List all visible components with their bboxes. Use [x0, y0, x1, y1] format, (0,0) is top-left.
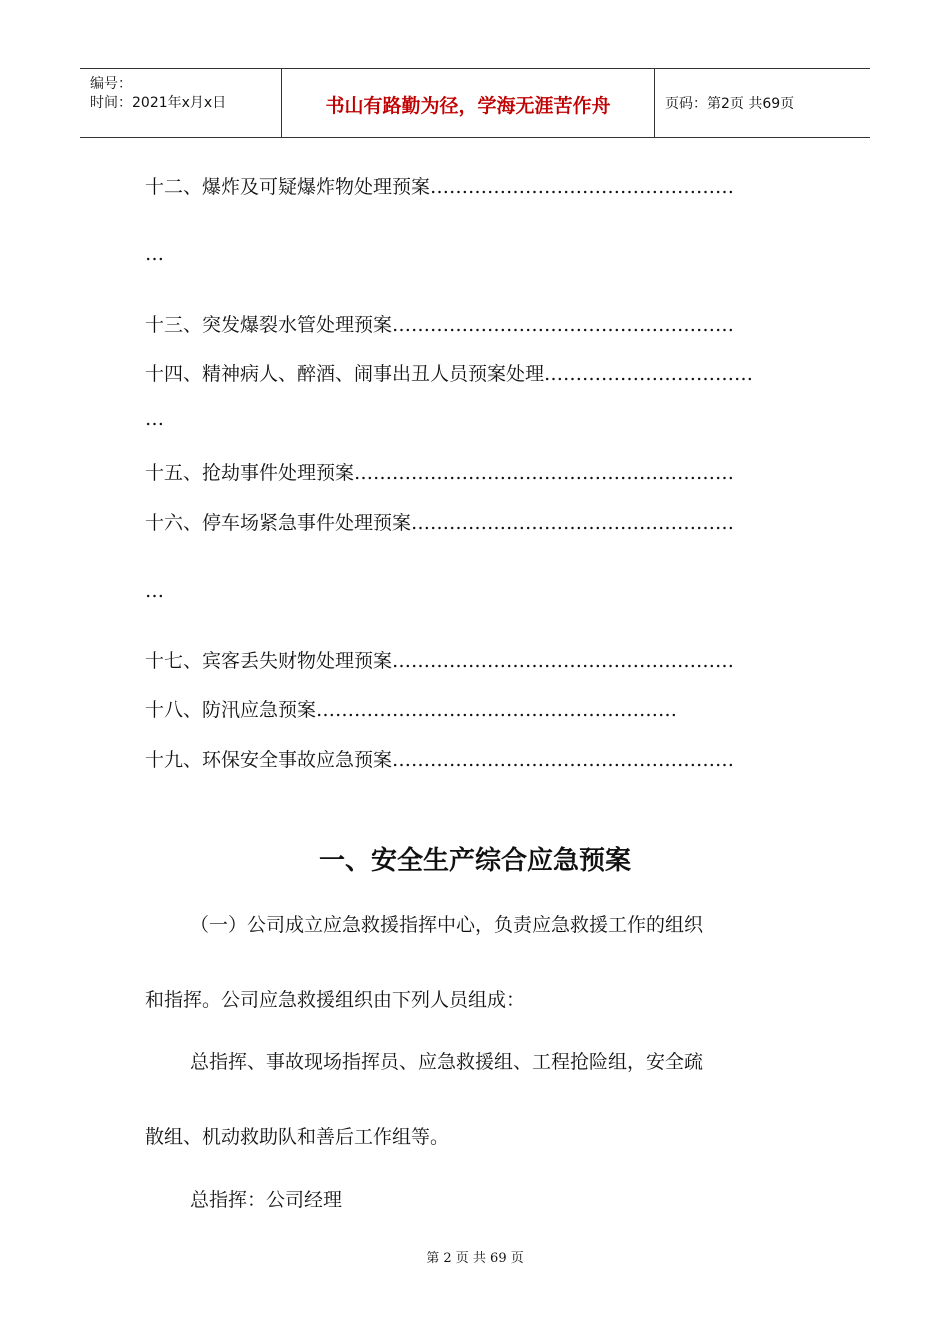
- header-slogan-cell: [281, 69, 655, 137]
- time-label: 时间：2021年x月x日: [90, 95, 227, 111]
- paragraph-1-line-1: （一）公司成立应急救援指挥中心，负责应急救援工作的组织: [190, 914, 704, 936]
- document-header: [80, 68, 870, 138]
- header-page-cell: [655, 69, 870, 137]
- paragraph-2-line-1: 总指挥、事故现场指挥员、应急救援组、工程抢险组，安全疏: [190, 1051, 704, 1073]
- code-label: 编号：: [90, 76, 132, 92]
- section-title: 一、安全生产综合应急预案: [318, 846, 631, 876]
- paragraph-2-line-2: 散组、机动救助队和善后工作组等。: [145, 1126, 450, 1148]
- toc-entry-16-continuation: …: [145, 580, 164, 602]
- toc-entry-17: 十七、宾客丢失财物处理预案………………………………………………: [145, 650, 735, 672]
- toc-entry-14: 十四、精神病人、醉酒、闹事出丑人员预案处理……………………………: [145, 363, 754, 385]
- paragraph-3: 总指挥：公司经理: [190, 1189, 343, 1211]
- toc-entry-18: 十八、防汛应急预案…………………………………………………: [145, 699, 678, 721]
- toc-entry-16: 十六、停车场紧急事件处理预案……………………………………………: [145, 512, 735, 534]
- toc-entry-19: 十九、环保安全事故应急预案………………………………………………: [145, 749, 735, 771]
- toc-entry-12-continuation: …: [145, 243, 164, 265]
- toc-entry-15: 十五、抢劫事件处理预案……………………………………………………: [145, 462, 735, 484]
- toc-entry-14-continuation: …: [145, 408, 164, 430]
- header-meta-cell: [80, 69, 280, 137]
- header-slogan: 书山有路勤为径，学海无涯苦作舟: [325, 95, 611, 117]
- paragraph-1-line-2: 和指挥。公司应急救援组织由下列人员组成：: [145, 989, 526, 1011]
- toc-entry-12: 十二、爆炸及可疑爆炸物处理预案…………………………………………: [145, 176, 735, 198]
- header-page-info: 页码：第2页 共69页: [665, 96, 795, 112]
- page-footer: 第 2 页 共 69 页: [426, 1251, 524, 1266]
- toc-entry-13: 十三、突发爆裂水管处理预案………………………………………………: [145, 314, 735, 336]
